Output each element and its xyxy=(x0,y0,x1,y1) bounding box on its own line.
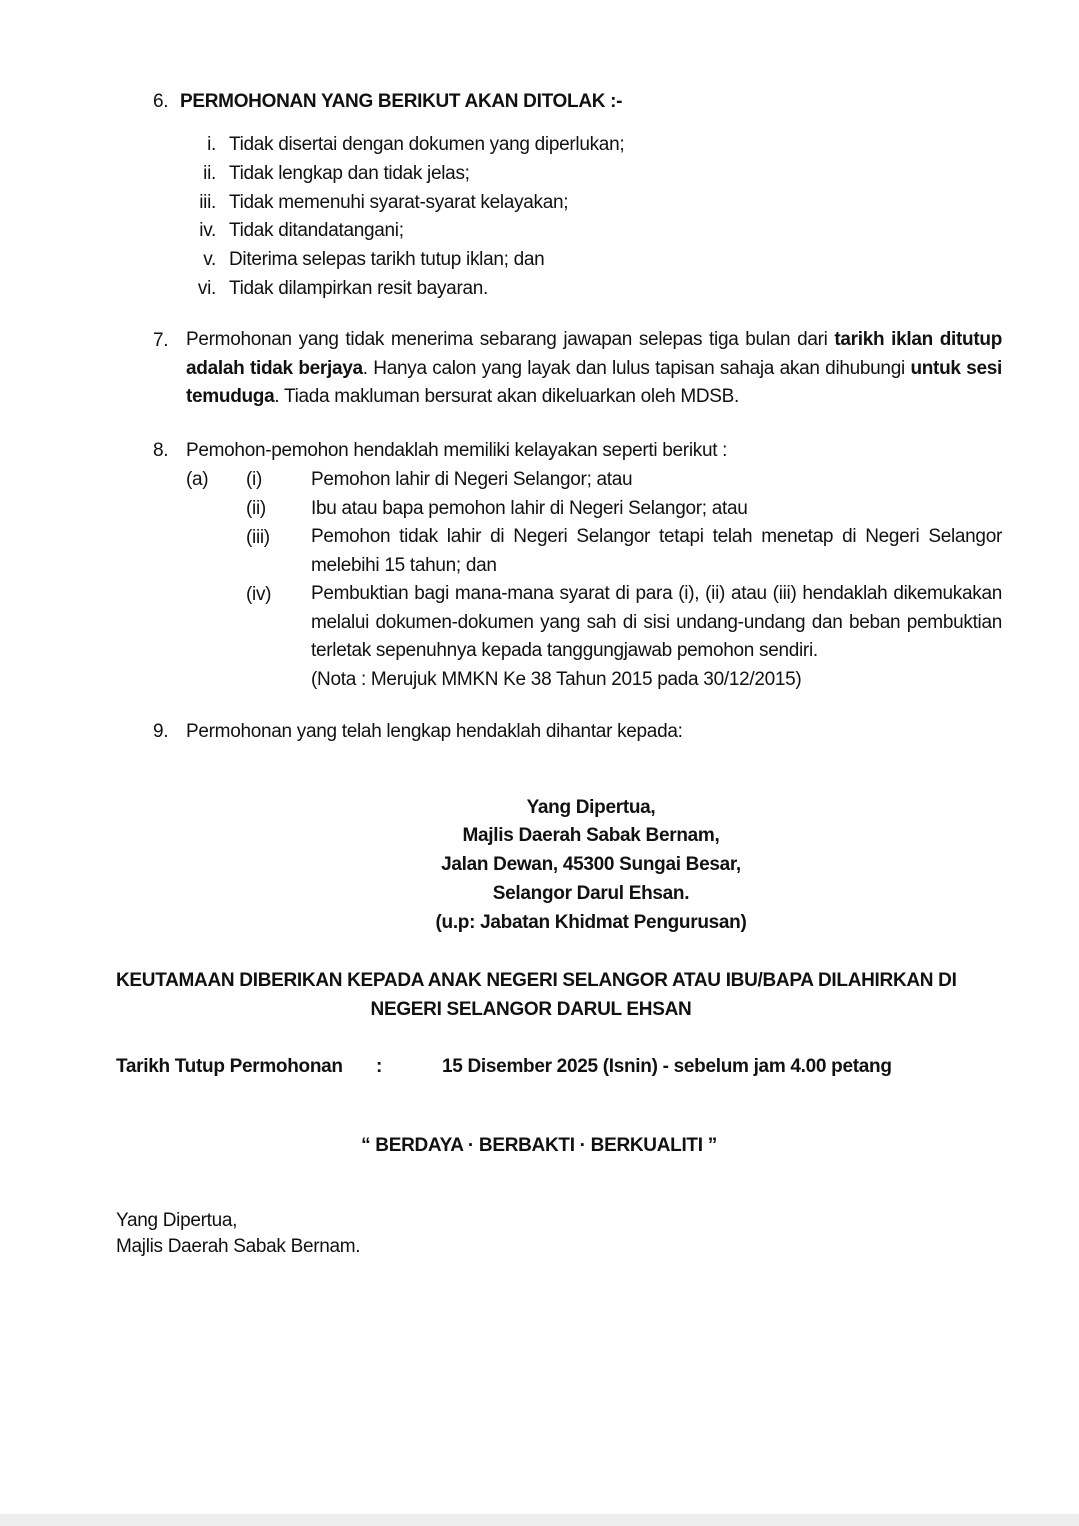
page-bottom-edge xyxy=(0,1514,1079,1526)
address-line: Selangor Darul Ehsan. xyxy=(492,883,690,904)
priority-line: KEUTAMAAN DIBERIKAN KEPADA ANAK NEGERI SELANGOR ATAU IBU/BAPA DILAHIRKAN DI xyxy=(116,970,957,991)
section7-line-3: temuduga. Tiada makluman bersurat akan dikeluarkan oleh MDSB. xyxy=(186,386,740,407)
section6-item-num: i. xyxy=(207,134,216,155)
section8-item-line: Pemohon tidak lahir di Negeri Selangor tetapi telah menetap di Negeri Selangor xyxy=(311,526,1002,547)
section6-item-text: Tidak lengkap dan tidak jelas; xyxy=(229,163,470,184)
section9-text: Permohonan yang telah lengkap hendaklah dihantar kepada: xyxy=(186,721,683,742)
section6-number: 6. xyxy=(153,91,169,112)
section7-line-2: adalah tidak berjaya. Hanya calon yang layak dan lulus tapisan sahaja akan dihubungi untuk sesi xyxy=(186,357,1002,379)
section6-heading: PERMOHONAN YANG BERIKUT AKAN DITOLAK :- xyxy=(180,91,623,112)
section8-number: 8. xyxy=(153,440,169,461)
section6-item-text: Tidak dilampirkan resit bayaran. xyxy=(229,278,488,299)
section6-item-num: v. xyxy=(203,249,216,270)
section8-item-block xyxy=(311,580,1002,666)
motto: “ BERDAYA · BERBAKTI · BERKUALITI ” xyxy=(361,1135,717,1156)
section8-note: (Nota : Merujuk MMKN Ke 38 Tahun 2015 pada 30/12/2015) xyxy=(311,669,802,690)
section8-item-line: terletak sepenuhnya kepada tanggungjawab pemohon sendiri. xyxy=(311,640,818,661)
section6-item-num: ii. xyxy=(203,163,216,184)
address-line: (u.p: Jabatan Khidmat Pengurusan) xyxy=(435,912,747,933)
section6-item-text: Tidak memenuhi syarat-syarat kelayakan; xyxy=(229,192,569,213)
closing-label: Tarikh Tutup Permohonan xyxy=(116,1056,343,1077)
address-line: Jalan Dewan, 45300 Sungai Besar, xyxy=(441,854,741,875)
address-line: Majlis Daerah Sabak Bernam, xyxy=(462,825,720,846)
section6-item-text: Tidak ditandatangani; xyxy=(229,220,404,241)
section8-item-line: melalui dokumen-dokumen yang sah di sisi undang-undang dan beban pembuktian xyxy=(311,611,1002,633)
signature-line: Yang Dipertua, xyxy=(116,1210,238,1231)
section8-item-block xyxy=(311,523,1002,580)
section7-number: 7. xyxy=(153,330,169,351)
section6-item-num: iii. xyxy=(199,192,216,213)
section8-item-num: (iii) xyxy=(246,527,270,548)
signature-line: Majlis Daerah Sabak Bernam. xyxy=(116,1236,361,1257)
section8-item-line: Pemohon lahir di Negeri Selangor; atau xyxy=(311,469,633,490)
section6-item-text: Tidak disertai dengan dokumen yang diperlukan; xyxy=(229,134,625,155)
section8-item-num: (i) xyxy=(246,469,262,490)
section6-item-num: vi. xyxy=(197,278,216,299)
section6-item-num: iv. xyxy=(199,220,216,241)
section8-intro: Pemohon-pemohon hendaklah memiliki kelayakan seperti berikut : xyxy=(186,440,728,461)
closing-value: 15 Disember 2025 (Isnin) - sebelum jam 4.00 petang xyxy=(442,1056,892,1077)
section7-paragraph xyxy=(186,326,1002,412)
priority-line: NEGERI SELANGOR DARUL EHSAN xyxy=(370,999,692,1020)
section8-sub-a: (a) xyxy=(186,469,209,490)
section8-item-line: melebihi 15 tahun; dan xyxy=(311,554,497,576)
section8-item-line: Pembuktian bagi mana-mana syarat di para (i), (ii) atau (iii) hendaklah dikemukakan xyxy=(311,583,1002,604)
section6-item-text: Diterima selepas tarikh tutup iklan; dan xyxy=(229,249,545,270)
section8-item-num: (ii) xyxy=(246,498,266,519)
section8-item-line: Ibu atau bapa pemohon lahir di Negeri Selangor; atau xyxy=(311,498,748,519)
address-line: Yang Dipertua, xyxy=(526,797,656,818)
section9-number: 9. xyxy=(153,721,169,742)
section7-line-1: Permohonan yang tidak menerima sebarang jawapan selepas tiga bulan dari tarikh iklan ditutup xyxy=(186,329,1003,350)
closing-colon: : xyxy=(376,1056,383,1077)
section8-item-num: (iv) xyxy=(246,584,272,605)
